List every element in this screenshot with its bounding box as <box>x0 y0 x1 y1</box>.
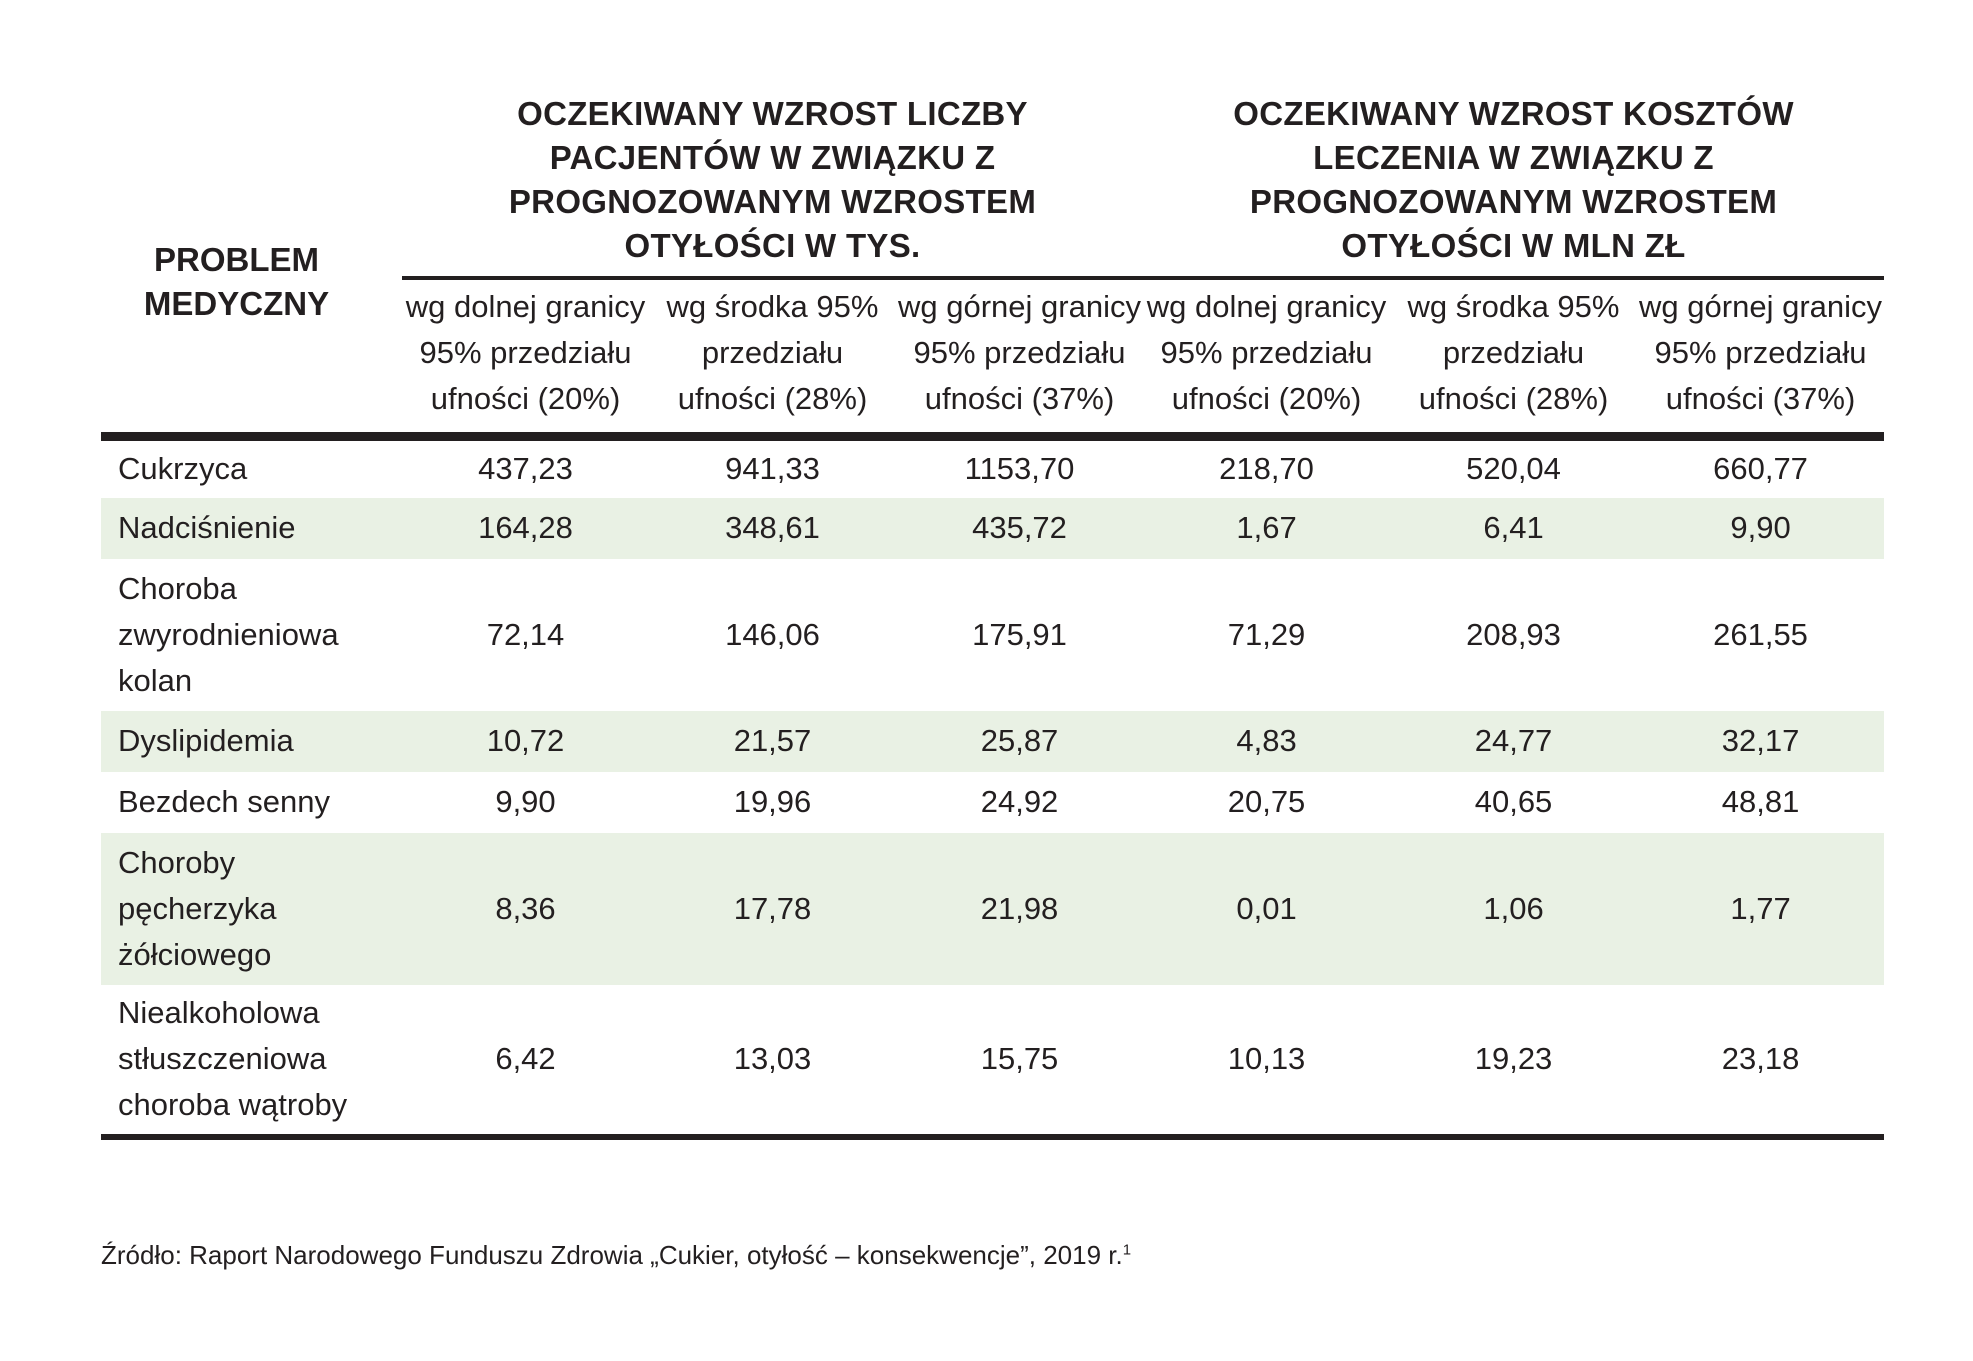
table-cell: 6,42 <box>495 1041 556 1076</box>
table-cell: 9,90 <box>495 784 556 819</box>
patients-group-header: OCZEKIWANY WZROST LICZBY PACJENTÓW W ZWIĄZKU Z PROGNOZOWANYM WZROSTEM OTYŁOŚCI W TYS. <box>402 0 1143 278</box>
table-cell: 21,57 <box>649 711 896 772</box>
obesity-impact-table <box>101 0 1884 1140</box>
table-cell: 1153,70 <box>964 451 1075 487</box>
row-label: Nadciśnienie <box>101 498 402 559</box>
table-cell: 24,92 <box>980 784 1059 819</box>
table-cell: 1,77 <box>1637 833 1884 985</box>
table-cell: 164,28 <box>402 498 649 559</box>
table-cell: 4,83 <box>1143 711 1390 772</box>
table-cell: 13,03 <box>733 1041 812 1076</box>
sub-header-costs-upper: wg górnej granicy 95% przedziału ufności (37%) <box>1639 289 1883 416</box>
table-cell: 17,78 <box>649 833 896 985</box>
table-cell: 437,23 <box>478 451 573 487</box>
table-cell: 435,72 <box>896 498 1143 559</box>
table-cell: 19,23 <box>1474 1041 1553 1076</box>
table-cell: 1,06 <box>1390 833 1637 985</box>
table-cell: 19,96 <box>733 784 812 819</box>
table-row <box>101 559 1884 711</box>
row-label: Choroba zwyrodnieniowa kolan <box>118 570 339 698</box>
table-row <box>101 985 1884 1137</box>
footnote-mark: 1 <box>1122 1241 1132 1259</box>
sub-header-patients-upper: wg górnej granicy 95% przedziału ufności (37%) <box>898 289 1141 416</box>
table-row <box>101 772 1884 833</box>
table-cell: 660,77 <box>1713 451 1808 487</box>
row-label: Choroby pęcherzyka żółciowego <box>101 833 402 985</box>
table-cell: 72,14 <box>486 616 565 652</box>
table-row <box>101 833 1884 985</box>
table-cell: 48,81 <box>1721 784 1800 819</box>
table-cell: 175,91 <box>972 616 1067 652</box>
table-cell: 1,67 <box>1143 498 1390 559</box>
table-cell: 6,41 <box>1390 498 1637 559</box>
table-cell: 24,77 <box>1390 711 1637 772</box>
table-cell: 32,17 <box>1637 711 1884 772</box>
table-row <box>101 711 1884 772</box>
sub-header-patients-mid: wg środka 95% przedziału ufności (28%) <box>666 289 879 416</box>
row-label: Cukrzyca <box>118 451 248 487</box>
source-text: Źródło: Raport Narodowego Funduszu Zdrowia „Cukier, otyłość – konsekwencje”, 2019 r. <box>101 1240 1123 1270</box>
table-cell: 9,90 <box>1637 498 1884 559</box>
row-label: Dyslipidemia <box>101 711 402 772</box>
table-cell: 15,75 <box>980 1041 1059 1076</box>
source-note <box>101 1238 1131 1272</box>
table-cell: 20,75 <box>1227 784 1306 819</box>
sub-header-patients-lower: wg dolnej granicy 95% przedziału ufności (20%) <box>405 289 646 416</box>
costs-group-header: OCZEKIWANY WZROST KOSZTÓW LECZENIA W ZWIĄZKU Z PROGNOZOWANYM WZROSTEM OTYŁOŚCI W MLN ZŁ <box>1143 0 1884 278</box>
table-cell: 261,55 <box>1713 616 1808 652</box>
table-cell: 8,36 <box>402 833 649 985</box>
table-row <box>101 498 1884 559</box>
data-table-container <box>101 0 1884 1140</box>
sub-header-costs-lower: wg dolnej granicy 95% przedziału ufności (20%) <box>1146 289 1387 416</box>
row-label: Bezdech senny <box>118 784 330 819</box>
table-cell: 23,18 <box>1721 1041 1800 1076</box>
table-cell: 218,70 <box>1219 451 1314 487</box>
table-cell: 10,72 <box>402 711 649 772</box>
table-cell: 146,06 <box>725 616 820 652</box>
row-label: Niealkoholowa stłuszczeniowa choroba wątroby <box>118 995 348 1122</box>
table-row <box>101 437 1884 498</box>
table-cell: 71,29 <box>1227 616 1306 652</box>
table-cell: 21,98 <box>896 833 1143 985</box>
table-cell: 0,01 <box>1143 833 1390 985</box>
sub-header-costs-mid: wg środka 95% przedziału ufności (28%) <box>1407 289 1620 416</box>
problem-column-header: PROBLEM MEDYCZNY <box>143 241 330 322</box>
table-cell: 10,13 <box>1227 1041 1306 1076</box>
table-cell: 348,61 <box>649 498 896 559</box>
table-cell: 208,93 <box>1466 616 1561 652</box>
table-cell: 520,04 <box>1466 451 1561 487</box>
table-cell: 25,87 <box>896 711 1143 772</box>
table-cell: 941,33 <box>725 451 820 487</box>
table-cell: 40,65 <box>1474 784 1553 819</box>
